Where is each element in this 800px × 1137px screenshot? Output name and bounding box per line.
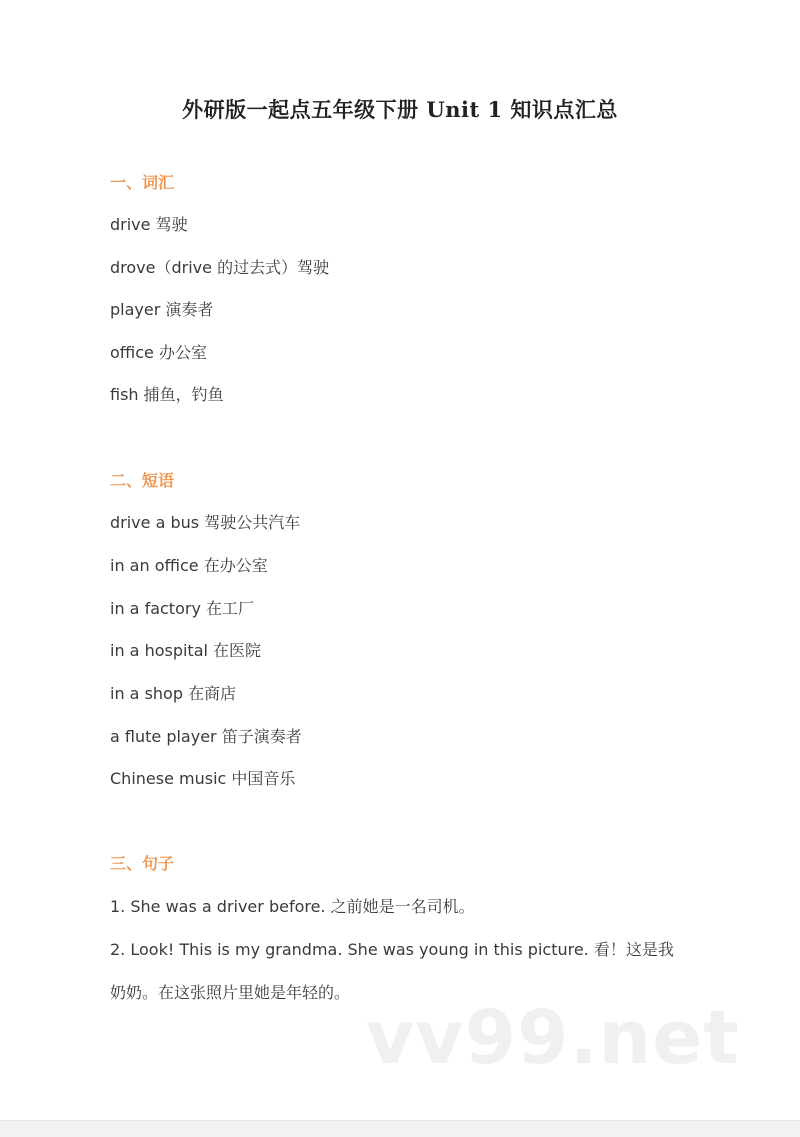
section-heading-sentences: 三、句子 xyxy=(110,854,175,873)
phrase-item: a flute player 笛子演奏者 xyxy=(110,727,302,746)
section-heading-phrases: 二、短语 xyxy=(110,471,175,490)
phrase-item: in a shop 在商店 xyxy=(110,684,237,703)
vocab-item: drive 驾驶 xyxy=(110,215,188,234)
phrase-item: in a factory 在工厂 xyxy=(110,599,254,618)
section-heading-vocabulary: 一、词汇 xyxy=(110,173,175,192)
sentence-item-continuation: 奶奶。在这张照片里她是年轻的。 xyxy=(110,983,351,1002)
sentence-item: 1. She was a driver before. 之前她是一名司机。 xyxy=(110,897,475,916)
phrase-item: drive a bus 驾驶公共汽车 xyxy=(110,513,301,532)
watermark: vv99.net xyxy=(366,995,740,1081)
vocab-item: fish 捕鱼，钓鱼 xyxy=(110,385,224,404)
phrase-item: in a hospital 在医院 xyxy=(110,641,262,660)
document-title: 外研版一起点五年级下册 Unit 1 知识点汇总 xyxy=(182,97,618,122)
sentence-item: 2. Look! This is my grandma. She was young in this picture. 看！这是我 xyxy=(110,940,674,959)
page-bottom-edge xyxy=(0,1120,800,1137)
phrase-item: Chinese music 中国音乐 xyxy=(110,769,296,788)
vocab-item: drove（drive 的过去式）驾驶 xyxy=(110,258,330,277)
vocab-item: office 办公室 xyxy=(110,343,207,362)
vocab-item: player 演奏者 xyxy=(110,300,214,319)
phrase-item: in an office 在办公室 xyxy=(110,556,268,575)
